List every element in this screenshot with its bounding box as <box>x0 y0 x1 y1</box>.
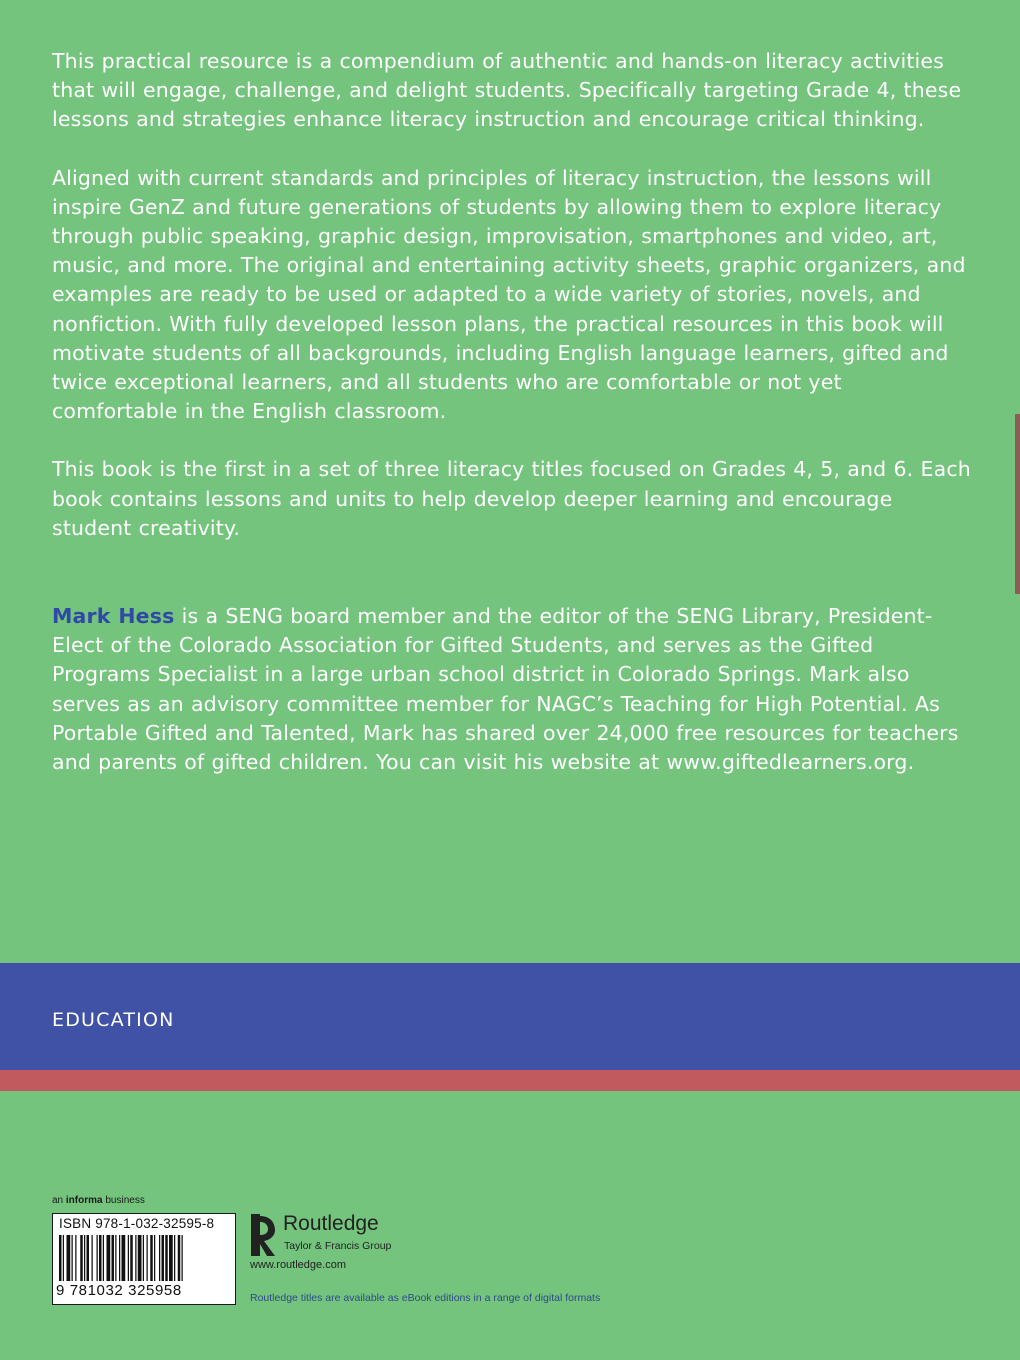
barcode-bar <box>150 1235 153 1281</box>
barcode-bar <box>63 1235 64 1281</box>
author-bio-text: is a SENG board member and the editor of the SENG Library, President-Elect of the Colorado Association for Gifted Students, and serves as the Gifted Programs Specialist in a large urban school district in Colorado Springs. Mark also serves as an advisory committee member for NAGC’s Teaching for High Potential. As Portable Gifted and Talented, Mark has shared over 24,000 free resources for teachers and parents of gifted children. You can visit his website at www.giftedlearners.org. <box>52 604 959 775</box>
barcode-bar <box>99 1235 102 1281</box>
barcode-bar <box>107 1235 111 1281</box>
barcode-bar <box>103 1235 104 1281</box>
barcode-bar <box>143 1235 144 1281</box>
barcode-bar <box>115 1235 116 1281</box>
description-paragraph-2: Aligned with current standards and principles of literacy instruction, the lessons will inspire GenZ and future generations of students by allowing them to explore literacy through public speaking, graphic design, improvisation, smartphones and video, art, music, and more. The original and entertaining activity sheets, graphic organizers, and examples are ready to be used or adapted to a wide variety of stories, novels, and nonfiction. With fully developed lesson plans, the practical resources in this book will motivate students of all backgrounds, including English language learners, gifted and twice exceptional learners, and all students who are comfortable or not yet comfortable in the English classroom. <box>52 165 966 424</box>
barcode-bar <box>97 1235 98 1281</box>
barcode-bar <box>138 1235 142 1281</box>
spine-edge-mark <box>1015 414 1020 594</box>
barcode-icon <box>57 1235 231 1283</box>
barcode-bar <box>165 1235 168 1281</box>
barcode-bar <box>159 1235 160 1281</box>
barcode-bar <box>59 1235 62 1281</box>
barcode-bar <box>178 1235 181 1281</box>
description-block <box>52 47 972 572</box>
publisher-group: Taylor & Francis Group <box>284 1240 392 1252</box>
barcode-bar <box>154 1235 155 1281</box>
accent-stripe <box>0 1070 1020 1091</box>
barcode-bar <box>147 1235 148 1281</box>
barcode-bar <box>67 1235 71 1281</box>
informa-prefix: an <box>52 1195 66 1206</box>
barcode-bar <box>135 1235 136 1281</box>
barcode-bar <box>80 1235 83 1281</box>
barcode-bar <box>87 1235 90 1281</box>
barcode-bar <box>162 1235 165 1281</box>
ebook-availability-note: Routledge titles are available as eBook editions in a range of digital formats <box>250 1292 601 1304</box>
publisher-name: Routledge <box>283 1212 379 1235</box>
description-paragraph-3: This book is the first in a set of three literacy titles focused on Grades 4, 5, and 6. Each book contains lessons and units to help develop deeper learning and encourage student creativity. <box>52 457 971 540</box>
barcode-bar <box>84 1235 85 1281</box>
barcode-bar <box>169 1235 173 1281</box>
barcode-bar <box>174 1235 175 1281</box>
description-paragraph-1: This practical resource is a compendium of authentic and hands-on literacy activities that will engage, challenge, and delight students. Specifically targeting Grade 4, these lessons and strategies enhance literacy instruction and encourage critical thinking. <box>52 49 962 132</box>
informa-suffix: business <box>102 1195 145 1206</box>
category-label: EDUCATION <box>52 1009 175 1031</box>
barcode-bar <box>122 1235 126 1281</box>
barcode-bar <box>182 1235 183 1281</box>
barcode-bar <box>130 1235 133 1281</box>
author-name: Mark Hess <box>52 604 175 628</box>
informa-brand: informa <box>65 1195 103 1206</box>
isbn-barcode <box>52 1213 236 1305</box>
author-bio <box>52 602 972 777</box>
publisher-url[interactable]: www.routledge.com <box>250 1259 346 1271</box>
barcode-bar <box>92 1235 93 1281</box>
barcode-bar <box>119 1235 120 1281</box>
informa-tagline <box>52 1195 145 1206</box>
category-band <box>0 963 1020 1070</box>
routledge-logo-icon <box>249 1214 277 1256</box>
barcode-bar <box>112 1235 115 1281</box>
barcode-bar <box>75 1235 76 1281</box>
barcode-digits: 9 781032 325958 <box>56 1282 182 1299</box>
barcode-bar <box>72 1235 73 1281</box>
isbn-number: ISBN 978-1-032-32595-8 <box>59 1216 215 1231</box>
barcode-bar <box>128 1235 129 1281</box>
